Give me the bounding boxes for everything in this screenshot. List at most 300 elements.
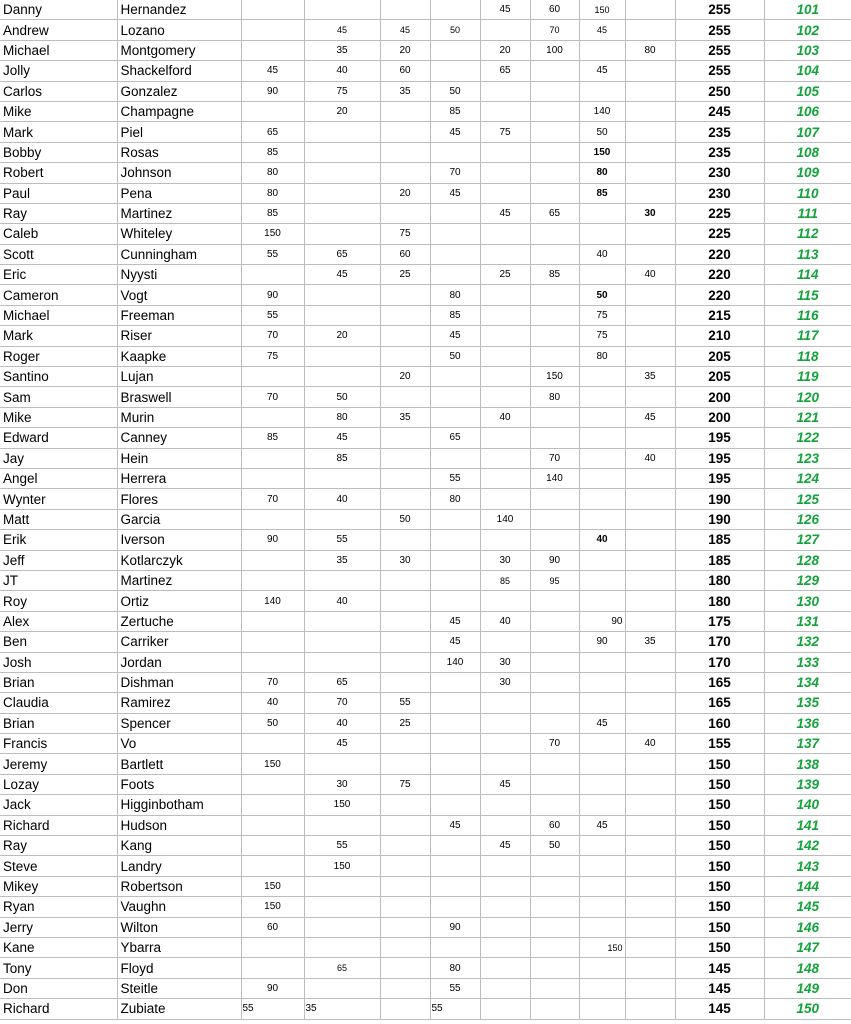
score-cell [530,285,579,305]
score-cell: 80 [625,40,675,60]
score-cell [625,326,675,346]
last-name-cell: Dishman [117,672,241,692]
score-cell [625,999,675,1019]
score-cell [530,876,579,896]
score-cell [579,917,625,937]
rank-cell: 102 [764,20,851,40]
score-cell: 40 [579,244,625,264]
table-row [0,509,851,529]
score-cell [480,917,530,937]
table-row [0,265,851,285]
rank-cell: 122 [764,428,851,448]
score-cell [380,591,430,611]
last-name-cell: Higginbotham [117,795,241,815]
first-name-cell: Bobby [0,142,117,162]
score-cell: 55 [430,978,480,998]
score-cell: 40 [304,61,380,81]
score-cell [480,530,530,550]
total-cell: 195 [675,448,764,468]
total-cell: 150 [675,754,764,774]
score-cell: 55 [241,244,304,264]
score-cell [480,937,530,957]
score-cell: 45 [430,326,480,346]
score-cell [625,285,675,305]
score-cell [304,224,380,244]
score-cell [579,591,625,611]
score-cell [530,999,579,1019]
score-cell [304,183,380,203]
table-row [0,326,851,346]
score-cell [304,203,380,223]
first-name-cell: Matt [0,509,117,529]
rank-cell: 137 [764,734,851,754]
total-cell: 185 [675,530,764,550]
score-cell [530,632,579,652]
rank-cell: 112 [764,224,851,244]
score-cell [530,958,579,978]
score-cell [530,183,579,203]
score-cell [380,326,430,346]
score-cell [304,509,380,529]
score-cell: 35 [380,407,430,427]
score-cell [480,346,530,366]
score-cell [241,815,304,835]
score-cell [625,958,675,978]
score-cell [530,224,579,244]
first-name-cell: Ryan [0,897,117,917]
score-cell: 60 [380,244,430,264]
score-cell: 80 [430,489,480,509]
score-cell [530,591,579,611]
score-cell [380,937,430,957]
table-row [0,122,851,142]
total-cell: 220 [675,244,764,264]
score-cell [480,693,530,713]
score-cell [241,795,304,815]
first-name-cell: Don [0,978,117,998]
score-cell [530,244,579,264]
score-cell: 65 [241,122,304,142]
score-cell [380,570,430,590]
total-cell: 230 [675,183,764,203]
last-name-cell: Canney [117,428,241,448]
rank-cell: 105 [764,81,851,101]
score-cell: 45 [304,428,380,448]
score-cell [304,917,380,937]
score-cell [530,346,579,366]
total-cell: 235 [675,122,764,142]
score-cell [380,978,430,998]
total-cell: 145 [675,958,764,978]
score-cell [579,876,625,896]
first-name-cell: Caleb [0,224,117,244]
score-cell [579,509,625,529]
score-cell [530,509,579,529]
table-row [0,285,851,305]
score-cell: 150 [579,937,625,957]
score-cell [625,978,675,998]
score-cell [625,795,675,815]
rank-cell: 148 [764,958,851,978]
score-cell [380,387,430,407]
score-cell [579,774,625,794]
score-cell [304,652,380,672]
score-cell: 80 [430,958,480,978]
score-cell [241,407,304,427]
score-cell [480,897,530,917]
score-cell: 80 [579,163,625,183]
score-cell [380,999,430,1019]
score-cell: 30 [304,774,380,794]
score-cell: 20 [480,40,530,60]
first-name-cell: Roger [0,346,117,366]
score-cell [625,468,675,488]
last-name-cell: Kang [117,836,241,856]
first-name-cell: Sam [0,387,117,407]
score-cell: 50 [430,346,480,366]
score-cell [480,632,530,652]
last-name-cell: Champagne [117,101,241,121]
table-row [0,550,851,570]
score-cell [530,774,579,794]
table-row [0,489,851,509]
score-cell [241,774,304,794]
score-cell [430,713,480,733]
score-cell: 45 [430,632,480,652]
score-cell: 20 [380,183,430,203]
score-cell: 65 [304,244,380,264]
score-cell: 55 [241,305,304,325]
score-cell: 60 [530,815,579,835]
score-cell: 40 [625,265,675,285]
score-cell [579,468,625,488]
score-cell: 90 [241,530,304,550]
table-row [0,387,851,407]
score-cell: 20 [304,326,380,346]
total-cell: 205 [675,346,764,366]
last-name-cell: Iverson [117,530,241,550]
score-cell [625,20,675,40]
score-cell [304,305,380,325]
rank-cell: 147 [764,937,851,957]
score-cell [480,713,530,733]
first-name-cell: Angel [0,468,117,488]
first-name-cell: Wynter [0,489,117,509]
score-cell [579,754,625,774]
score-cell: 50 [430,81,480,101]
score-cell [241,468,304,488]
total-cell: 255 [675,61,764,81]
score-cell [430,203,480,223]
score-cell: 80 [241,183,304,203]
score-cell [625,754,675,774]
score-cell [380,285,430,305]
total-cell: 255 [675,40,764,60]
score-cell [304,978,380,998]
score-cell: 60 [241,917,304,937]
score-cell: 90 [241,978,304,998]
score-cell: 45 [625,407,675,427]
last-name-cell: Bartlett [117,754,241,774]
score-cell [304,611,380,631]
table-row [0,61,851,81]
last-name-cell: Riser [117,326,241,346]
first-name-cell: Jeremy [0,754,117,774]
first-name-cell: Richard [0,999,117,1019]
total-cell: 165 [675,672,764,692]
last-name-cell: Rosas [117,142,241,162]
rank-cell: 145 [764,897,851,917]
score-cell: 80 [241,163,304,183]
last-name-cell: Garcia [117,509,241,529]
last-name-cell: Pena [117,183,241,203]
score-cell [530,754,579,774]
score-cell [380,836,430,856]
score-cell: 25 [480,265,530,285]
score-cell [430,40,480,60]
score-cell [579,570,625,590]
score-cell [430,672,480,692]
first-name-cell: Steve [0,856,117,876]
table-row [0,183,851,203]
score-cell [530,897,579,917]
score-cell [625,815,675,835]
table-row [0,448,851,468]
score-cell: 150 [241,224,304,244]
score-cell [304,570,380,590]
table-row [0,693,851,713]
score-cell: 150 [304,856,380,876]
score-cell: 35 [380,81,430,101]
rank-cell: 139 [764,774,851,794]
score-cell: 85 [430,101,480,121]
table-row [0,632,851,652]
score-cell [480,81,530,101]
score-cell: 65 [430,428,480,448]
rank-cell: 121 [764,407,851,427]
score-cell: 30 [625,203,675,223]
rank-cell: 144 [764,876,851,896]
score-cell: 60 [530,0,579,20]
score-cell: 140 [241,591,304,611]
score-cell [480,978,530,998]
score-cell [579,734,625,754]
score-cell [625,387,675,407]
rank-cell: 115 [764,285,851,305]
score-cell [430,244,480,264]
rank-cell: 111 [764,203,851,223]
score-cell [579,387,625,407]
table-row [0,407,851,427]
first-name-cell: Michael [0,40,117,60]
table-row [0,734,851,754]
table-row [0,591,851,611]
score-cell [304,937,380,957]
rank-cell: 132 [764,632,851,652]
total-cell: 200 [675,407,764,427]
score-cell [480,224,530,244]
rank-cell: 107 [764,122,851,142]
total-cell: 230 [675,163,764,183]
score-cell [480,367,530,387]
score-cell: 45 [430,122,480,142]
total-cell: 150 [675,774,764,794]
last-name-cell: Hernandez [117,0,241,20]
first-name-cell: Michael [0,305,117,325]
score-cell: 40 [625,734,675,754]
rank-cell: 134 [764,672,851,692]
score-cell [530,937,579,957]
score-cell: 70 [530,734,579,754]
last-name-cell: Nyysti [117,265,241,285]
score-cell: 90 [241,285,304,305]
table-row [0,305,851,325]
first-name-cell: Ray [0,836,117,856]
score-cell [241,550,304,570]
rank-cell: 106 [764,101,851,121]
score-cell [380,897,430,917]
score-cell: 50 [579,122,625,142]
score-cell: 90 [530,550,579,570]
score-cell: 85 [430,305,480,325]
total-cell: 190 [675,509,764,529]
first-name-cell: Josh [0,652,117,672]
table-row [0,672,851,692]
score-cell: 60 [380,61,430,81]
score-cell: 50 [530,836,579,856]
table-row [0,40,851,60]
score-cell [380,305,430,325]
total-cell: 150 [675,937,764,957]
total-cell: 195 [675,428,764,448]
last-name-cell: Lozano [117,20,241,40]
table-row [0,611,851,631]
table-row [0,428,851,448]
score-cell: 75 [579,305,625,325]
total-cell: 150 [675,856,764,876]
score-cell [625,81,675,101]
score-cell [625,591,675,611]
first-name-cell: Ray [0,203,117,223]
table-row [0,917,851,937]
last-name-cell: Jordan [117,652,241,672]
rank-cell: 104 [764,61,851,81]
score-cell [480,305,530,325]
score-cell: 55 [380,693,430,713]
table-row [0,367,851,387]
score-cell [304,754,380,774]
total-cell: 150 [675,795,764,815]
score-cell [579,203,625,223]
total-cell: 145 [675,999,764,1019]
score-cell [480,101,530,121]
score-cell [430,856,480,876]
table-row [0,754,851,774]
score-cell [430,387,480,407]
first-name-cell: Ben [0,632,117,652]
last-name-cell: Zubiate [117,999,241,1019]
score-cell [625,856,675,876]
last-name-cell: Wilton [117,917,241,937]
score-cell [430,693,480,713]
score-cell [430,509,480,529]
first-name-cell: Carlos [0,81,117,101]
score-cell: 45 [241,61,304,81]
score-cell [579,795,625,815]
score-cell [241,509,304,529]
score-cell [579,428,625,448]
score-cell [241,836,304,856]
rank-cell: 113 [764,244,851,264]
score-cell: 80 [579,346,625,366]
score-cell: 35 [625,367,675,387]
first-name-cell: Scott [0,244,117,264]
score-cell: 30 [480,550,530,570]
first-name-cell: Jay [0,448,117,468]
score-cell [625,611,675,631]
table-row [0,346,851,366]
score-cell: 70 [304,693,380,713]
rank-cell: 142 [764,836,851,856]
score-cell: 150 [579,142,625,162]
score-cell [625,142,675,162]
score-cell [304,142,380,162]
score-cell [625,530,675,550]
score-cell [241,937,304,957]
score-cell: 150 [304,795,380,815]
score-cell [380,0,430,20]
table-row [0,815,851,835]
table-row [0,958,851,978]
first-name-cell: Jeff [0,550,117,570]
score-cell [579,999,625,1019]
score-cell [430,61,480,81]
total-cell: 145 [675,978,764,998]
score-cell [625,917,675,937]
last-name-cell: Spencer [117,713,241,733]
score-cell [380,611,430,631]
first-name-cell: Mark [0,122,117,142]
score-cell [579,224,625,244]
score-cell [380,815,430,835]
score-cell [480,468,530,488]
rank-cell: 103 [764,40,851,60]
total-cell: 155 [675,734,764,754]
score-cell [241,570,304,590]
score-cell [480,754,530,774]
score-cell [625,101,675,121]
score-cell [430,754,480,774]
table-row [0,570,851,590]
score-cell [380,163,430,183]
score-cell [380,122,430,142]
last-name-cell: Hudson [117,815,241,835]
total-cell: 170 [675,652,764,672]
total-cell: 225 [675,203,764,223]
score-cell [579,489,625,509]
score-cell [380,795,430,815]
score-cell [625,224,675,244]
last-name-cell: Vaughn [117,897,241,917]
score-cell: 55 [430,468,480,488]
score-cell [579,693,625,713]
table-row [0,530,851,550]
table-row [0,978,851,998]
total-cell: 200 [675,387,764,407]
score-cell: 85 [241,428,304,448]
score-cell: 80 [530,387,579,407]
score-cell: 65 [304,958,380,978]
